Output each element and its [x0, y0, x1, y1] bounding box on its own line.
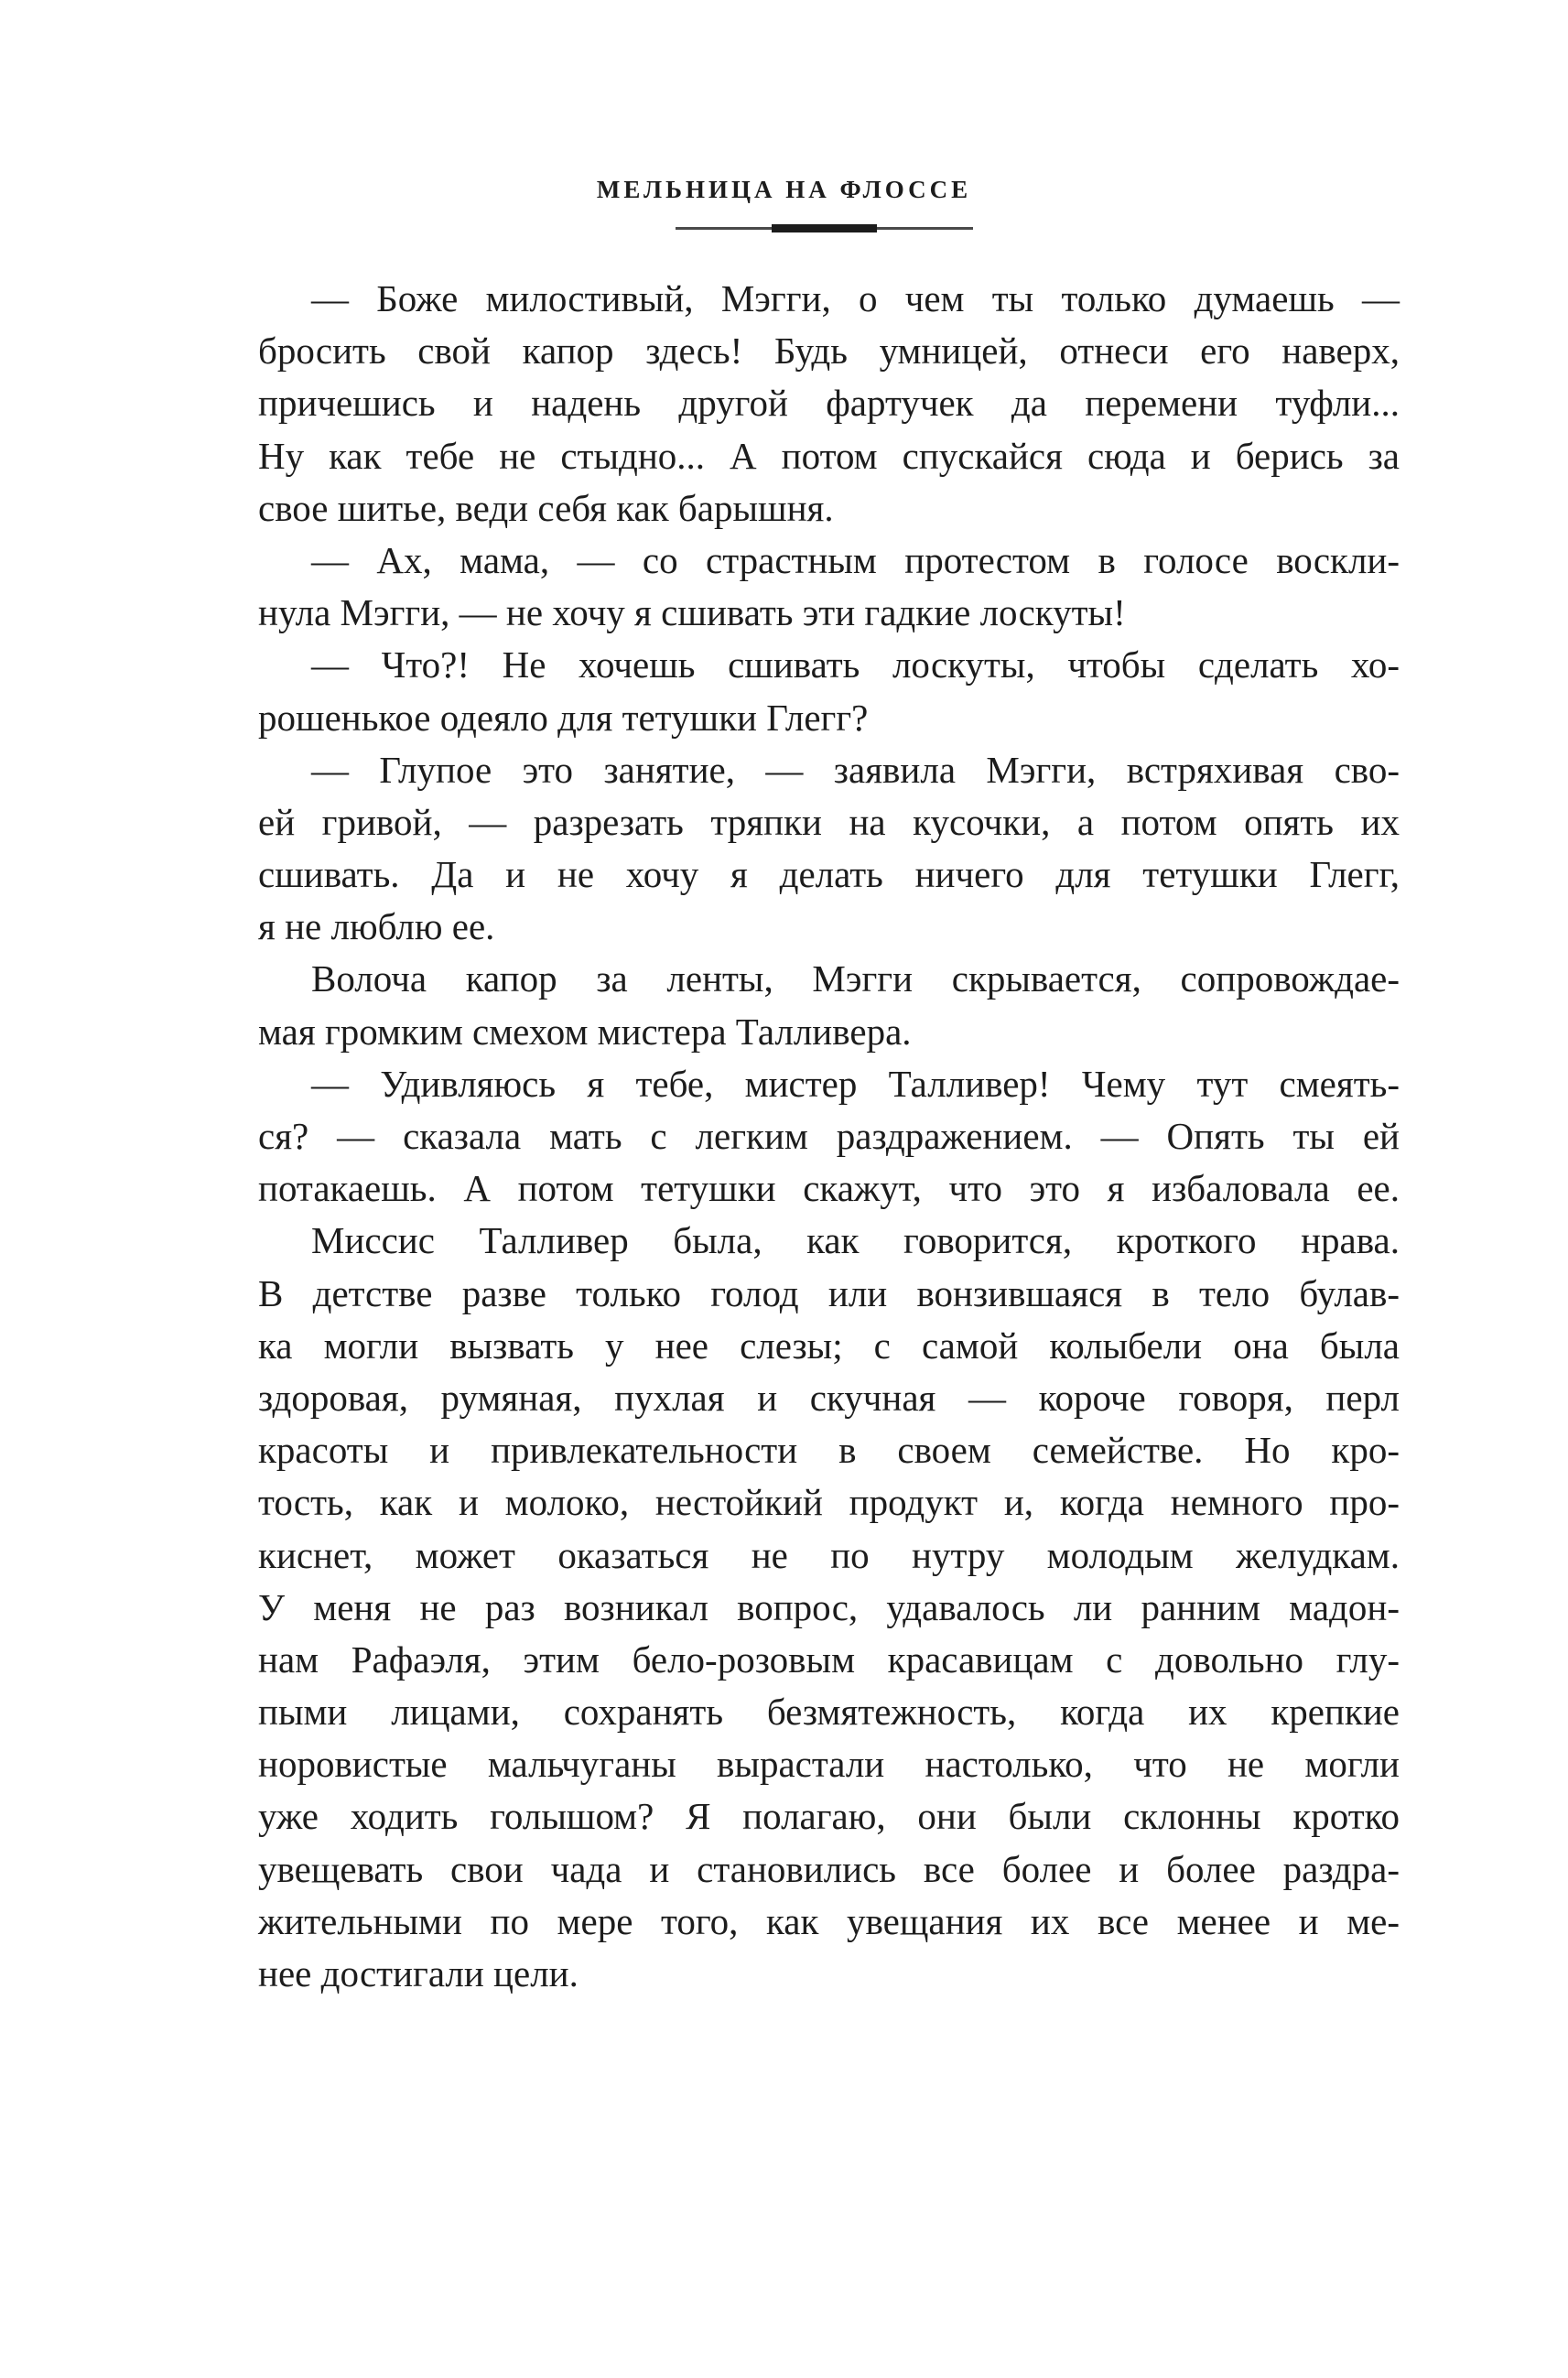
running-head-title: МЕЛЬНИЦА НА ФЛОССЕ: [596, 176, 972, 203]
text-line: норовистые мальчуганы вырастали настолько, что не могли: [258, 1743, 1400, 1786]
text-line: ка могли вызвать у нее слезы; с самой колыбели она была: [258, 1324, 1400, 1367]
body-text: [258, 273, 1400, 2000]
text-line: Миссис Талливер была, как говорится, кроткого нрава.: [311, 1219, 1400, 1262]
text-line: — Глупое это занятие, — заявила Мэгги, встряхивая сво-: [311, 748, 1400, 791]
text-line: нула Мэгги, — не хочу я сшивать эти гадкие лоскуты!: [258, 591, 1126, 634]
text-line: рошенькое одеяло для тетушки Глегг?: [258, 696, 869, 739]
text-line: красоты и привлекательности в своем семействе. Но кро-: [258, 1429, 1400, 1472]
text-line: жительными по мере того, как увещания их все менее и ме-: [258, 1899, 1400, 1942]
text-line: я не люблю ее.: [258, 905, 495, 948]
text-line: У меня не раз возникал вопрос, удавалось ли ранним мадон-: [258, 1585, 1400, 1628]
text-line: тость, как и молоко, нестойкий продукт и, когда немного про-: [258, 1481, 1400, 1524]
text-line: здоровая, румяная, пухлая и скучная — короче говоря, перл: [258, 1376, 1400, 1419]
text-line: нам Рафаэля, этим бело-розовым красавицам с довольно глу-: [258, 1638, 1400, 1681]
text-line: бросить свой капор здесь! Будь умницей, отнеси его наверх,: [258, 330, 1400, 373]
text-line: ся? — сказала мать с легким раздражением. — Опять ты ей: [258, 1115, 1400, 1157]
text-line: ей гривой, — разрезать тряпки на кусочки, а потом опять их: [258, 800, 1400, 843]
text-line: киснет, может оказаться не по нутру молодым желудкам.: [258, 1533, 1400, 1576]
text-line: — Удивляюсь я тебе, мистер Талливер! Чему тут смеять-: [311, 1062, 1400, 1105]
text-line: потакаешь. А потом тетушки скажут, что это я избаловала ее.: [258, 1167, 1400, 1210]
text-line: пыми лицами, сохранять безмятежность, когда их крепкие: [258, 1691, 1400, 1734]
text-line: Ну как тебе не стыдно... А потом спускайся сюда и берись за: [258, 434, 1400, 477]
text-line: — Боже милостивый, Мэгги, о чем ты только думаешь —: [311, 277, 1400, 319]
text-line: причешись и надень другой фартучек да перемени туфли...: [258, 382, 1400, 425]
text-line: — Что?! Не хочешь сшивать лоскуты, чтобы сделать хо-: [311, 643, 1400, 686]
text-line: В детстве разве только голод или вонзившаяся в тело булав-: [258, 1271, 1400, 1314]
text-line: Волоча капор за ленты, Мэгги скрывается, сопровождае-: [311, 957, 1400, 1000]
text-line: увещевать свои чада и становились все более и более раздра-: [258, 1847, 1400, 1890]
text-line: — Ах, мама, — со страстным протестом в голосе воскли-: [311, 538, 1400, 581]
text-line: мая громким смехом мистера Талливера.: [258, 1010, 912, 1053]
text-line: нее достигали цели.: [258, 1952, 579, 1994]
text-line: сшивать. Да и не хочу я делать ничего для тетушки Глегг,: [258, 853, 1400, 896]
text-line: уже ходить голышом? Я полагаю, они были склонны кротко: [258, 1795, 1400, 1838]
text-line: свое шитье, веди себя как барышня.: [258, 486, 834, 529]
header-rule-ornament: [772, 224, 877, 232]
